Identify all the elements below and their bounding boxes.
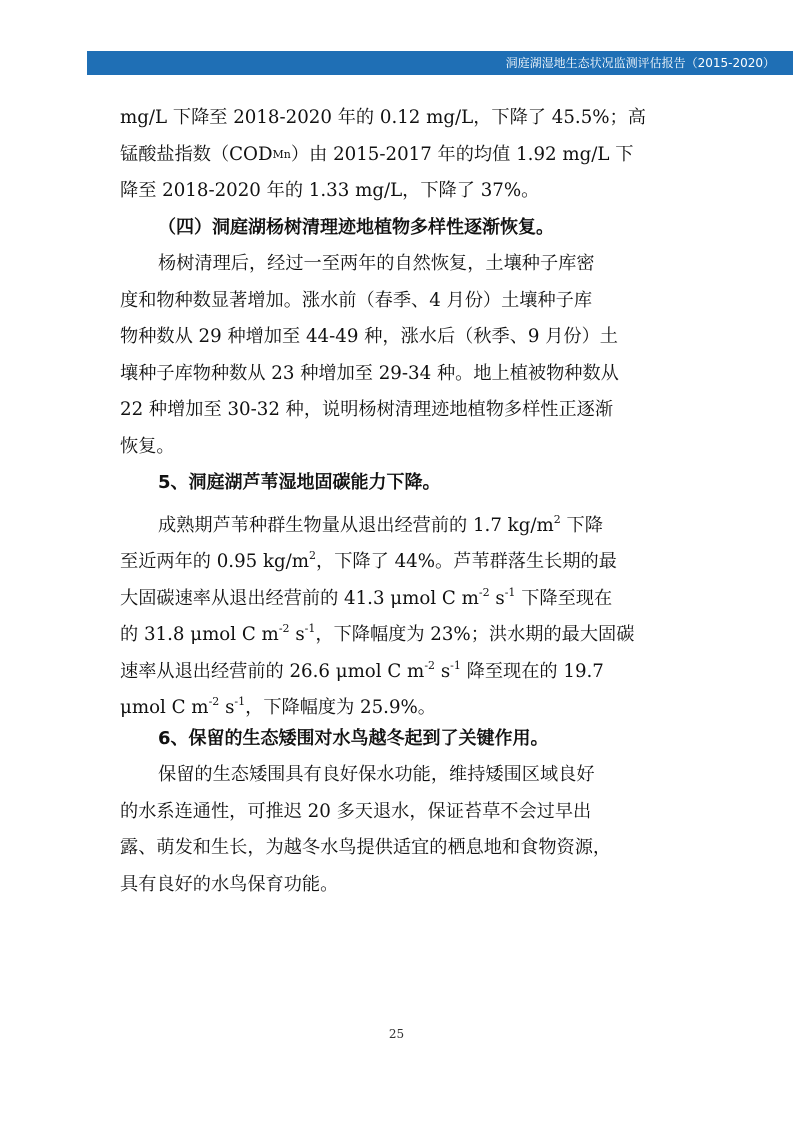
text-line: 壤种子库物种数从 23 种增加至 29-34 种。地上植被物种数从 <box>120 362 619 384</box>
text-line: 降至 2018-2020 年的 1.33 mg/L，下降了 37%。 <box>120 180 540 201</box>
page-number: 25 <box>388 1027 405 1041</box>
superscript: -1 <box>304 622 316 635</box>
subscript: Mn <box>272 147 291 161</box>
text-line: mg/L 下降至 2018-2020 年的 0.12 mg/L，下降了 45.5%；高 <box>120 107 646 128</box>
superscript: -1 <box>450 658 461 672</box>
text-line: 具有良好的水鸟保育功能。 <box>120 873 339 895</box>
text-line: 至近两年的 0.95 $kg/m^2$，下降了 44%。芦苇群落生长期的最 <box>120 549 617 572</box>
report-header-title: 洞庭湖湿地生态状况监测评估报告（2015-2020） <box>505 56 775 70</box>
superscript: -1 <box>234 695 246 708</box>
section-heading-poplar: （四）洞庭湖杨树清理迹地植物多样性逐渐恢复。 <box>158 216 554 238</box>
text-line: 物种数从 29 种增加至 44-49 种，涨水后（秋季、9 月份）土 <box>120 326 618 347</box>
text-line: 杨树清理后，经过一至两年的自然恢复，土壤种子库密 <box>158 253 595 274</box>
superscript: -2 <box>208 695 220 708</box>
text-line: 锰酸盐指数（COD Mn ）由 2015-2017 年的均值 1.92 mg/L 下 <box>120 137 680 174</box>
superscript: -2 <box>278 622 290 635</box>
text-line: 恢复。 <box>120 435 175 457</box>
superscript: -1 <box>504 585 516 599</box>
text-line: 成熟期芦苇种群生物量从退出经营前的 1.7 $kg/m^2$ 下降 <box>158 512 603 536</box>
text-line: 的 31.8 μmol C $m^{-2}$ $s^{-1}$，下降幅度为 23%；洪水期的最大固碳 <box>120 622 635 645</box>
text-line: 度和物种数显著增加。涨水前（春季、4 月份）土壤种子库 <box>120 289 593 311</box>
text-line: 的水系连通性，可推迟 20 多天退水，保证苔草不会过早出 <box>120 800 592 822</box>
text-line: 露、萌发和生长，为越冬水鸟提供适宜的栖息地和食物资源， <box>120 837 612 858</box>
superscript: 2 <box>309 549 317 562</box>
superscript: -2 <box>424 658 436 672</box>
text-line: 保留的生态矮围具有良好保水功能，维持矮围区域良好 <box>158 764 595 785</box>
superscript: -2 <box>478 585 490 599</box>
section-heading-waterbird: 6、保留的生态矮围对水鸟越冬起到了关键作用。 <box>158 727 549 749</box>
page-body <box>120 100 680 903</box>
report-header-bar <box>87 51 793 75</box>
text-line: 大固碳速率从退出经营前的 41.3 μmol C $m^{-2}$ $s^{-1}$ 下降至现在 <box>120 585 613 609</box>
text-line: 22 种增加至 30-32 种，说明杨树清理迹地植物多样性正逐渐 <box>120 399 614 420</box>
text-line: 速率从退出经营前的 26.6 μmol C $m^{-2}$ $s^{-1}$ 降至现在的 19.7 <box>120 658 604 682</box>
section-heading-reed-carbon: 5、洞庭湖芦苇湿地固碳能力下降。 <box>158 472 441 493</box>
superscript: 2 <box>553 512 561 526</box>
text-line: μmol C $m^{-2}$ $s^{-1}$，下降幅度为 25.9%。 <box>120 695 436 718</box>
